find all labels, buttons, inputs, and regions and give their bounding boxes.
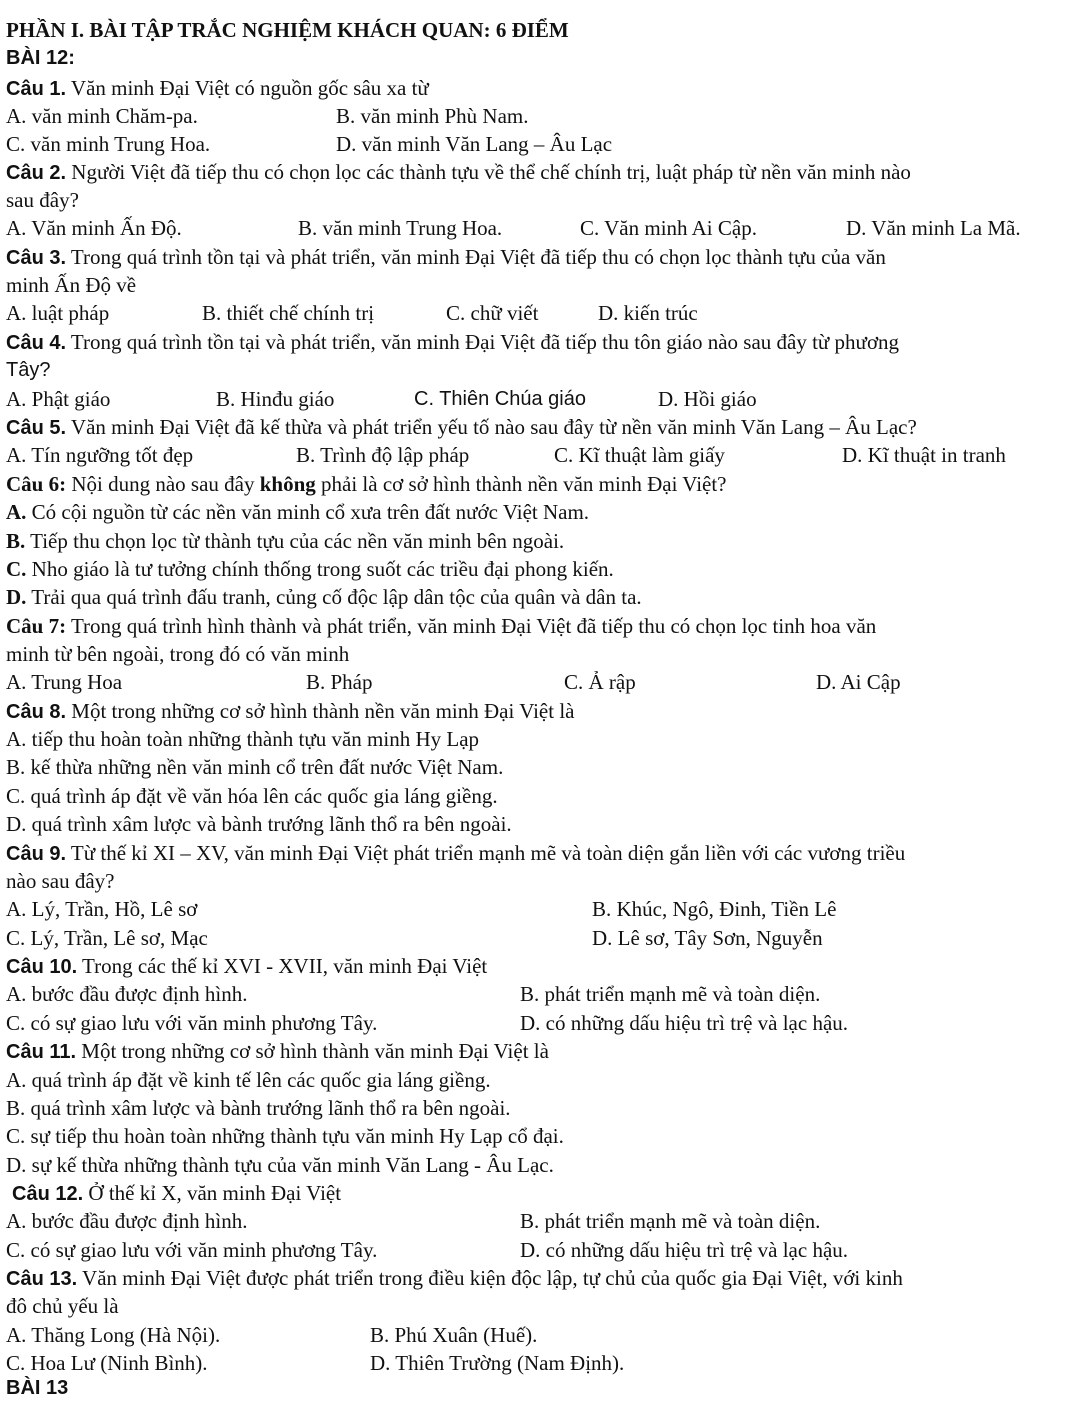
question-9-option-d: D. Lê sơ, Tây Sơn, Nguyễn xyxy=(592,926,823,950)
question-1-stem: Câu 1. Văn minh Đại Việt có nguồn gốc sâu xa từ xyxy=(6,76,429,100)
question-4-option-b: B. Hinđu giáo xyxy=(216,387,335,411)
question-9-option-c: C. Lý, Trần, Lê sơ, Mạc xyxy=(6,926,208,950)
question-1-option-a: A. văn minh Chăm-pa. xyxy=(6,104,198,128)
lesson-title: BÀI 12: xyxy=(6,47,75,69)
question-13-option-b: B. Phú Xuân (Huế). xyxy=(370,1323,538,1347)
question-1-option-d: D. văn minh Văn Lang – Âu Lạc xyxy=(336,132,613,156)
question-6-stem: Câu 6: Nội dung nào sau đây không phải là cơ sở hình thành nền văn minh Đại Việt? xyxy=(6,472,727,496)
question-5-option-c: C. Kĩ thuật làm giấy xyxy=(554,443,725,467)
question-7-option-c: C. Ả rập xyxy=(564,670,636,694)
question-4-stem: Câu 4. Trong quá trình tồn tại và phát triển, văn minh Đại Việt đã tiếp thu tôn giáo nào sau đây từ phương xyxy=(6,330,900,354)
question-9-option-a: A. Lý, Trần, Hồ, Lê sơ xyxy=(6,897,198,921)
question-7-stem-cont: minh từ bên ngoài, trong đó có văn minh xyxy=(6,642,350,666)
question-10-option-c: C. có sự giao lưu với văn minh phương Tây. xyxy=(6,1011,378,1035)
question-2-stem: Câu 2. Người Việt đã tiếp thu có chọn lọc các thành tựu về thể chế chính trị, luật pháp từ nền văn minh nào xyxy=(6,160,911,184)
question-8-option-d: D. quá trình xâm lược và bành trướng lãnh thổ ra bên ngoài. xyxy=(6,812,512,836)
question-8-stem: Câu 8. Một trong những cơ sở hình thành nền văn minh Đại Việt là xyxy=(6,699,575,723)
question-7-stem: Câu 7: Trong quá trình hình thành và phát triển, văn minh Đại Việt đã tiếp thu có chọn lọc tinh hoa văn xyxy=(6,614,877,638)
question-4-option-a: A. Phật giáo xyxy=(6,387,111,411)
question-9-option-b: B. Khúc, Ngô, Đinh, Tiền Lê xyxy=(592,897,837,921)
question-8-option-c: C. quá trình áp đặt về văn hóa lên các quốc gia láng giềng. xyxy=(6,784,498,808)
question-6-option-a: A. Có cội nguồn từ các nền văn minh cổ xưa trên đất nước Việt Nam. xyxy=(6,500,590,524)
question-8-option-b: B. kế thừa những nền văn minh cổ trên đất nước Việt Nam. xyxy=(6,755,504,779)
question-5-stem: Câu 5. Văn minh Đại Việt đã kế thừa và phát triển yếu tố nào sau đây từ nền văn minh Văn Lang – Âu Lạc? xyxy=(6,415,917,439)
question-6-option-c: C. Nho giáo là tư tưởng chính thống trong suốt các triều đại phong kiến. xyxy=(6,557,614,581)
question-3-option-a: A. luật pháp xyxy=(6,301,110,325)
question-3-option-c: C. chữ viết xyxy=(446,301,539,325)
question-5-option-d: D. Kĩ thuật in tranh xyxy=(842,443,1006,467)
question-3-stem-cont: minh Ấn Độ về xyxy=(6,273,137,297)
question-10-option-d: D. có những dấu hiệu trì trệ và lạc hậu. xyxy=(520,1011,849,1035)
question-1-option-c: C. văn minh Trung Hoa. xyxy=(6,132,211,156)
question-7-option-a: A. Trung Hoa xyxy=(6,670,123,694)
question-4-stem-cont: Tây? xyxy=(6,359,51,381)
question-2-stem-cont: sau đây? xyxy=(6,188,79,212)
question-1-option-b: B. văn minh Phù Nam. xyxy=(336,104,529,128)
question-12-stem: Câu 12. Ở thế kỉ X, văn minh Đại Việt xyxy=(12,1181,342,1205)
question-12-option-c: C. có sự giao lưu với văn minh phương Tây. xyxy=(6,1238,378,1262)
question-12-option-a: A. bước đầu được định hình. xyxy=(6,1209,248,1233)
question-10-option-a: A. bước đầu được định hình. xyxy=(6,982,248,1006)
question-12-option-d: D. có những dấu hiệu trì trệ và lạc hậu. xyxy=(520,1238,849,1262)
question-2-option-d: D. Văn minh La Mã. xyxy=(846,216,1021,240)
question-3-stem: Câu 3. Trong quá trình tồn tại và phát triển, văn minh Đại Việt đã tiếp thu có chọn lọc thành tựu của văn xyxy=(6,245,886,269)
question-6-option-d: D. Trải qua quá trình đấu tranh, củng cố độc lập dân tộc của quân và dân ta. xyxy=(6,585,642,609)
question-2-option-a: A. Văn minh Ấn Độ. xyxy=(6,216,182,240)
question-5-option-b: B. Trình độ lập pháp xyxy=(296,443,470,467)
question-9-stem-cont: nào sau đây? xyxy=(6,869,115,893)
question-10-stem: Câu 10. Trong các thế kỉ XVI - XVII, văn minh Đại Việt xyxy=(6,954,488,978)
part-title: PHẦN I. BÀI TẬP TRẮC NGHIỆM KHÁCH QUAN: 6 ĐIỂM xyxy=(6,18,569,42)
question-11-option-a: A. quá trình áp đặt về kinh tế lên các quốc gia láng giềng. xyxy=(6,1068,491,1092)
question-5-option-a: A. Tín ngưỡng tốt đẹp xyxy=(6,443,194,467)
question-4-option-c: C. Thiên Chúa giáo xyxy=(414,388,586,410)
question-10-option-b: B. phát triển mạnh mẽ và toàn diện. xyxy=(520,982,821,1006)
question-11-option-b: B. quá trình xâm lược và bành trướng lãnh thổ ra bên ngoài. xyxy=(6,1096,511,1120)
question-11-option-d: D. sự kế thừa những thành tựu của văn minh Văn Lang - Âu Lạc. xyxy=(6,1153,554,1177)
question-6-option-b: B. Tiếp thu chọn lọc từ thành tựu của các nền văn minh bên ngoài. xyxy=(6,529,565,553)
question-13-option-c: C. Hoa Lư (Ninh Bình). xyxy=(6,1351,208,1375)
question-13-option-a: A. Thăng Long (Hà Nội). xyxy=(6,1323,221,1347)
question-13-option-d: D. Thiên Trường (Nam Định). xyxy=(370,1351,625,1375)
question-3-option-b: B. thiết chế chính trị xyxy=(202,301,375,325)
question-8-option-a: A. tiếp thu hoàn toàn những thành tựu văn minh Hy Lạp xyxy=(6,727,480,751)
question-11-option-c: C. sự tiếp thu hoàn toàn những thành tựu văn minh Hy Lạp cổ đại. xyxy=(6,1124,564,1148)
question-4-option-d: D. Hồi giáo xyxy=(658,387,757,411)
question-2-option-c: C. Văn minh Ai Cập. xyxy=(580,216,757,240)
next-lesson-title-cut: BÀI 13 xyxy=(6,1377,69,1399)
question-3-option-d: D. kiến trúc xyxy=(598,301,698,325)
question-7-option-b: B. Pháp xyxy=(306,670,373,694)
question-12-option-b: B. phát triển mạnh mẽ và toàn diện. xyxy=(520,1209,821,1233)
question-11-stem: Câu 11. Một trong những cơ sở hình thành văn minh Đại Việt là xyxy=(6,1039,549,1063)
question-9-stem: Câu 9. Từ thế kỉ XI – XV, văn minh Đại Việt phát triển mạnh mẽ và toàn diện gắn liền với các vương triều xyxy=(6,841,906,865)
question-7-option-d: D. Ai Cập xyxy=(816,670,901,694)
question-13-stem: Câu 13. Văn minh Đại Việt được phát triển trong điều kiện độc lập, tự chủ của quốc gia Đại Việt, với kinh xyxy=(6,1266,903,1290)
question-2-option-b: B. văn minh Trung Hoa. xyxy=(298,216,503,240)
question-13-stem-cont: đô chủ yếu là xyxy=(6,1294,119,1318)
